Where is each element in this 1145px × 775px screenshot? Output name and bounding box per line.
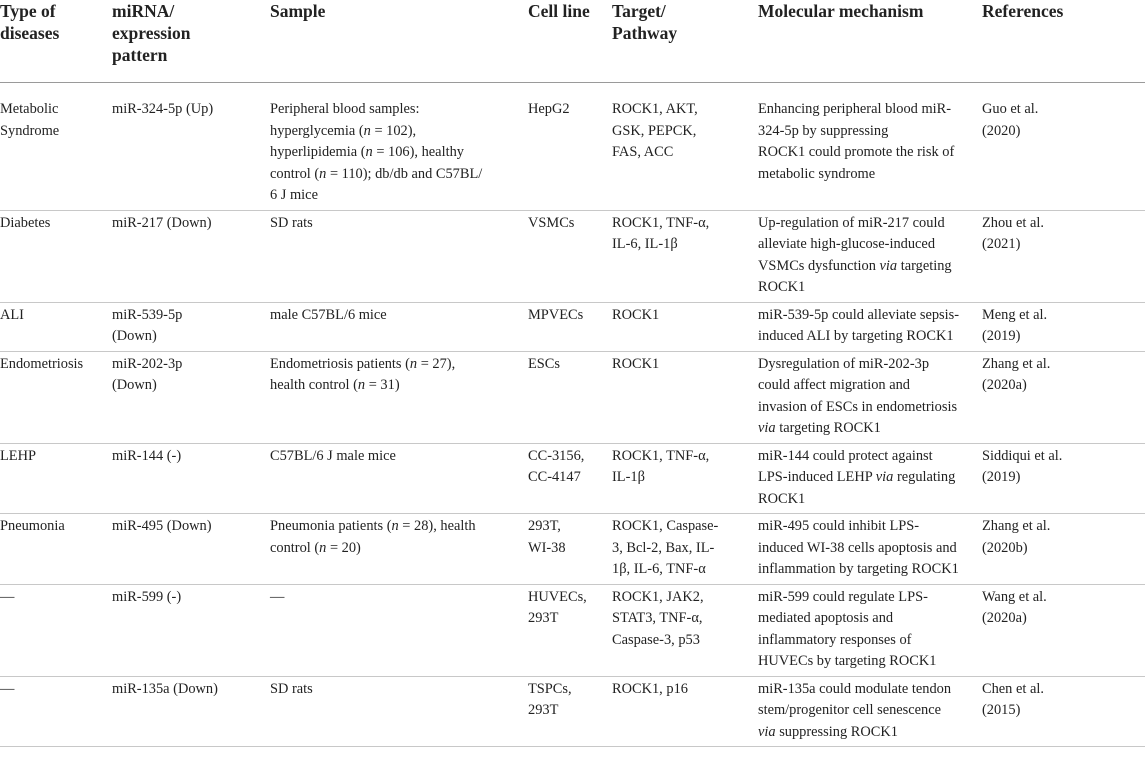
cell-mirna — [112, 302, 270, 351]
header-cell-line: Cell line — [528, 1, 590, 21]
cell-sample — [270, 443, 528, 514]
cell-sample — [270, 302, 528, 351]
cell-sample-text — [270, 354, 522, 397]
cell-sample-segment: = 102), hyperlipidemia ( — [270, 122, 417, 160]
cell-mirna — [112, 443, 270, 514]
cell-mechanism-text — [758, 446, 976, 511]
table-row — [0, 514, 1145, 585]
header-sample: Sample — [270, 1, 326, 21]
cell-cell-line-text: VSMCs — [528, 214, 575, 231]
cell-mechanism — [758, 584, 982, 676]
cell-sample-text — [270, 305, 522, 327]
cell-mechanism-segment: miR-135a could modulate tendon stem/progenitor cell senescence — [758, 680, 952, 718]
cell-mirna — [112, 210, 270, 302]
cell-mechanism-segment: miR-539-5p could alleviate sepsis- induced ALI by targeting ROCK1 — [758, 306, 960, 344]
table-row — [0, 443, 1145, 514]
cell-disease-text: Diabetes — [0, 214, 51, 231]
cell-target-text: ROCK1, JAK2, STAT3, TNF-α, Caspase-3, p53 — [612, 588, 704, 648]
cell-target — [612, 302, 758, 351]
cell-target-text: ROCK1 — [612, 306, 660, 323]
cell-mechanism-text — [758, 354, 976, 440]
cell-cell-line — [528, 443, 612, 514]
cell-target-text: ROCK1, TNF-α, IL-6, IL-1β — [612, 214, 710, 252]
cell-reference-text: Zhang et al. (2020b) — [982, 518, 1051, 556]
cell-sample-segment: = 28), health control ( — [270, 518, 476, 556]
cell-sample-segment: = 20) — [326, 539, 361, 556]
cell-mechanism — [758, 514, 982, 585]
cell-disease — [0, 302, 112, 351]
cell-mechanism-segment: targeting ROCK1 — [775, 420, 881, 436]
header-molecular-mechanism: Molecular mechanism — [758, 1, 924, 21]
cell-reference-text: Meng et al. (2019) — [982, 306, 1048, 344]
cell-sample-segment: n — [391, 518, 399, 534]
cell-sample — [270, 584, 528, 676]
cell-sample-segment: male C57BL/6 mice — [270, 306, 387, 323]
table-row — [0, 351, 1145, 443]
cell-mechanism-text — [758, 679, 976, 744]
cell-sample-text — [270, 679, 522, 701]
cell-mirna-text: miR-495 (Down) — [112, 518, 212, 534]
cell-mirna-text: miR-144 (-) — [112, 447, 182, 464]
cell-mechanism — [758, 83, 982, 211]
cell-mechanism-segment: via — [758, 723, 776, 740]
cell-target-text: ROCK1 — [612, 355, 660, 372]
cell-mechanism-text — [758, 516, 976, 581]
cell-cell-line-text: CC-3156, CC-4147 — [528, 447, 585, 485]
cell-reference — [982, 210, 1145, 302]
cell-mechanism-segment: targeting ROCK1 — [758, 257, 952, 295]
cell-target — [612, 83, 758, 211]
cell-reference — [982, 83, 1145, 211]
cell-mechanism — [758, 351, 982, 443]
cell-mechanism-segment: via — [879, 257, 898, 274]
cell-disease — [0, 210, 112, 302]
cell-reference-text: Zhou et al. (2021) — [982, 214, 1044, 252]
cell-mechanism-segment: suppressing ROCK1 — [775, 723, 898, 740]
cell-reference — [982, 443, 1145, 514]
cell-mechanism-text — [758, 305, 976, 348]
cell-mechanism — [758, 443, 982, 514]
cell-sample-text — [270, 446, 522, 468]
table-body — [0, 83, 1145, 747]
cell-mechanism-segment: miR-144 could protect against LPS-induced LEHP — [758, 447, 933, 485]
cell-disease-text: Metabolic Syndrome — [0, 101, 60, 139]
cell-reference-text: Guo et al. (2020) — [982, 101, 1039, 139]
cell-cell-line-text: TSPCs, 293T — [528, 680, 572, 718]
cell-sample-segment: n — [363, 122, 371, 139]
cell-mechanism-text — [758, 213, 976, 299]
cell-reference — [982, 676, 1145, 747]
cell-sample-segment: = 110); db/db and C57BL/ 6 J mice — [270, 165, 483, 203]
cell-sample-segment: Peripheral blood samples: hyperglycemia ( — [270, 101, 420, 139]
cell-sample-text — [270, 516, 522, 559]
cell-sample-segment: n — [319, 539, 327, 556]
cell-reference — [982, 351, 1145, 443]
cell-sample-segment: = 31) — [365, 377, 400, 393]
cell-cell-line — [528, 676, 612, 747]
cell-cell-line — [528, 514, 612, 585]
cell-reference — [982, 584, 1145, 676]
cell-cell-line — [528, 302, 612, 351]
cell-mechanism-segment: miR-599 could regulate LPS- mediated apoptosis and inflammatory responses of HUVECs by targeting ROCK1 — [758, 588, 937, 669]
header-mirna-expression: miRNA/ expression pattern — [112, 1, 191, 65]
cell-mirna-text: miR-324-5p (Up) — [112, 101, 214, 117]
cell-sample-text — [270, 587, 522, 609]
cell-cell-line-text: 293T, WI-38 — [528, 518, 566, 556]
cell-disease — [0, 443, 112, 514]
cell-sample-segment: n — [357, 377, 366, 393]
table-row — [0, 584, 1145, 676]
cell-mechanism — [758, 302, 982, 351]
table-row — [0, 302, 1145, 351]
cell-disease-text: — — [0, 588, 15, 605]
cell-cell-line-text: MPVECs — [528, 306, 584, 323]
cell-reference-text: Chen et al. (2015) — [982, 680, 1044, 718]
table-header-row — [0, 0, 1145, 83]
cell-mechanism — [758, 676, 982, 747]
cell-cell-line — [528, 351, 612, 443]
table-row — [0, 83, 1145, 211]
cell-target-text: ROCK1, AKT, GSK, PEPCK, FAS, ACC — [612, 101, 698, 160]
cell-disease — [0, 83, 112, 211]
cell-target — [612, 676, 758, 747]
cell-mirna-text: miR-135a (Down) — [112, 680, 218, 697]
cell-disease — [0, 584, 112, 676]
cell-sample-segment: SD rats — [270, 680, 313, 697]
cell-reference-text: Siddiqui et al. (2019) — [982, 447, 1063, 485]
cell-disease-text: — — [0, 680, 15, 697]
cell-target-text: ROCK1, TNF-α, IL-1β — [612, 447, 710, 485]
cell-sample-segment: Pneumonia patients ( — [270, 518, 392, 534]
cell-disease-text: LEHP — [0, 447, 36, 464]
cell-mirna-text: miR-217 (Down) — [112, 214, 212, 231]
cell-cell-line — [528, 210, 612, 302]
header-target-pathway: Target/ Pathway — [612, 1, 678, 43]
cell-mirna-text: miR-599 (-) — [112, 588, 182, 605]
cell-disease-text: Pneumonia — [0, 518, 65, 534]
cell-sample-segment: n — [409, 355, 418, 372]
cell-mirna-text: miR-539-5p (Down) — [112, 306, 183, 344]
cell-target-text: ROCK1, Caspase- 3, Bcl-2, Bax, IL- 1β, IL-6, TNF-α — [612, 518, 719, 577]
cell-mirna — [112, 514, 270, 585]
cell-target — [612, 210, 758, 302]
table-row — [0, 676, 1145, 747]
cell-disease-text: ALI — [0, 306, 24, 323]
cell-target — [612, 351, 758, 443]
cell-cell-line-text: HepG2 — [528, 101, 570, 117]
cell-disease — [0, 514, 112, 585]
cell-sample-segment: — — [270, 588, 285, 605]
cell-cell-line-text: ESCs — [528, 355, 560, 372]
cell-sample-text — [270, 99, 522, 207]
cell-target — [612, 514, 758, 585]
cell-sample-segment: = 106), healthy control ( — [270, 144, 464, 182]
cell-sample — [270, 83, 528, 211]
cell-sample — [270, 676, 528, 747]
cell-cell-line-text: HUVECs, 293T — [528, 588, 587, 626]
cell-reference — [982, 302, 1145, 351]
cell-mechanism-segment: via — [758, 420, 776, 436]
cell-mechanism-segment: via — [875, 469, 894, 485]
cell-sample-text — [270, 213, 522, 235]
cell-mirna — [112, 676, 270, 747]
cell-mechanism-text — [758, 99, 976, 185]
cell-mechanism-segment: regulating ROCK1 — [758, 469, 956, 507]
cell-mechanism-segment: Enhancing peripheral blood miR- 324-5p by suppressing ROCK1 could promote the risk of metabolic syndrome — [758, 101, 955, 182]
cell-mechanism-segment: Dysregulation of miR-202-3p could affect migration and invasion of ESCs in endometriosis — [758, 355, 958, 415]
cell-mechanism-text — [758, 587, 976, 673]
cell-sample-segment: n — [319, 165, 327, 182]
cell-disease-text: Endometriosis — [0, 355, 84, 372]
cell-cell-line — [528, 83, 612, 211]
cell-disease — [0, 351, 112, 443]
cell-mechanism-segment: miR-495 could inhibit LPS- induced WI-38 cells apoptosis and inflammation by targeting ROCK1 — [758, 518, 959, 577]
cell-mechanism — [758, 210, 982, 302]
cell-cell-line — [528, 584, 612, 676]
cell-mirna — [112, 83, 270, 211]
cell-sample-segment: n — [365, 144, 373, 160]
cell-mirna-text: miR-202-3p (Down) — [112, 355, 183, 393]
cell-reference-text: Zhang et al. (2020a) — [982, 355, 1051, 393]
cell-reference — [982, 514, 1145, 585]
header-references: References — [982, 1, 1064, 21]
cell-sample-segment: = 27), health control ( — [270, 355, 456, 393]
header-type-of-diseases: Type of diseases — [0, 1, 60, 43]
cell-disease — [0, 676, 112, 747]
cell-sample-segment: C57BL/6 J male mice — [270, 447, 396, 464]
cell-target — [612, 443, 758, 514]
cell-sample-segment: Endometriosis patients ( — [270, 355, 410, 372]
cell-mirna — [112, 351, 270, 443]
cell-reference-text: Wang et al. (2020a) — [982, 588, 1047, 626]
table-row — [0, 210, 1145, 302]
cell-sample — [270, 514, 528, 585]
cell-target-text: ROCK1, p16 — [612, 680, 688, 697]
cell-mechanism-segment: Up-regulation of miR-217 could alleviate high-glucose-induced VSMCs dysfunction — [758, 214, 945, 274]
cell-sample — [270, 351, 528, 443]
cell-mirna — [112, 584, 270, 676]
cell-sample-segment: SD rats — [270, 214, 313, 231]
cell-sample — [270, 210, 528, 302]
cell-target — [612, 584, 758, 676]
